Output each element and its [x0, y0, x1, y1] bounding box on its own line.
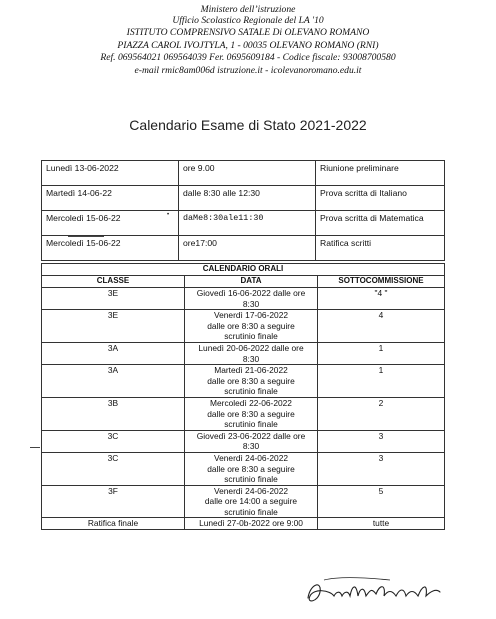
table-row: [42, 518, 445, 530]
sotto-cell: 4: [318, 310, 445, 343]
sotto-cell: 5: [318, 485, 445, 518]
data-cell: Giovedì 16-06-2022 dalle ore 8:30: [185, 288, 318, 310]
classe-cell: 3B: [42, 397, 185, 430]
table-row: [42, 186, 445, 211]
table-row: [42, 430, 445, 452]
classe-cell: 3C: [42, 430, 185, 452]
sotto-cell: "4 ": [318, 288, 445, 310]
column-header-classe: CLASSE: [42, 276, 185, 288]
header-email: e-mail rmic8am006d istruzione.it - icolevanoromano.edu.it: [134, 65, 362, 76]
classe-cell: 3F: [42, 485, 185, 518]
sotto-cell: tutte: [318, 518, 445, 530]
time-cell: ore 9.00: [179, 161, 316, 186]
underline-mark: [68, 236, 104, 237]
header-institute: ISTITUTO COMPRENSIVO SATALE Di OLEVANO ROMANO: [126, 27, 370, 38]
stray-mark: [30, 447, 40, 448]
written-exams-table: [41, 160, 445, 261]
table-row: [42, 485, 445, 518]
event-cell: Prova scritta di Italiano: [316, 186, 445, 211]
data-cell: Mercoledì 22-06-2022 dalle ore 8:30 a seguire scrutinio finale: [185, 397, 318, 430]
header-ministry: Ministero dell’istruzione: [200, 4, 296, 15]
table-row: [42, 211, 445, 236]
data-cell: Venerdì 24-06-2022 dalle ore 8:30 a seguire scrutinio finale: [185, 452, 318, 485]
day-cell: Mercoledì 15-06-22: [42, 211, 179, 236]
sotto-cell: 3: [318, 452, 445, 485]
table-row: [42, 365, 445, 398]
classe-cell: 3A: [42, 342, 185, 364]
day-cell: Martedì 14-06-22: [42, 186, 179, 211]
stray-mark: •: [167, 212, 170, 218]
data-cell: Giovedì 23-06-2022 dalle ore 8:30: [185, 430, 318, 452]
header-office: Ufficio Scolastico Regionale del LA '10: [172, 15, 324, 26]
classe-cell: 3C: [42, 452, 185, 485]
event-cell: Riunione preliminare: [316, 161, 445, 186]
time-cell: daMe8:30ale11:30: [179, 211, 316, 236]
header-address: PIAZZA CAROL IVOJTYLA, 1 - 00035 OLEVANO ROMANO (RNI): [117, 40, 379, 51]
data-cell: Lunedì 20-06-2022 dalle ore 8:30: [185, 342, 318, 364]
event-cell: Prova scritta di Matematica: [316, 211, 445, 236]
orals-heading: CALENDARIO ORALI: [42, 264, 445, 276]
data-cell: Venerdì 24-06-2022 dalle ore 14:00 a seguire scrutinio finale: [185, 485, 318, 518]
data-cell: Martedì 21-06-2022 dalle ore 8:30 a seguire scrutinio finale: [185, 365, 318, 398]
classe-cell: 3A: [42, 365, 185, 398]
data-cell: Lunedì 27-0b-2022 ore 9:00: [185, 518, 318, 530]
page-title: Calendario Esame di Stato 2021-2022: [129, 117, 367, 133]
header-phones: Ref. 069564021 069564039 Fer. 0695609184 - Codice fiscale: 93008700580: [100, 52, 396, 63]
table-row: [42, 161, 445, 186]
sotto-cell: 1: [318, 342, 445, 364]
table-row: [42, 342, 445, 364]
time-cell: ore17:00: [179, 236, 316, 261]
table-header-row: [42, 276, 445, 288]
table-row: [42, 310, 445, 343]
classe-cell: Ratifica finale: [42, 518, 185, 530]
event-cell: Ratifica scritti: [316, 236, 445, 261]
column-header-data: DATA: [185, 276, 318, 288]
table-row: [42, 452, 445, 485]
table-row: [42, 288, 445, 310]
data-cell: Venerdì 17-06-2022 dalle ore 8:30 a seguire scrutinio finale: [185, 310, 318, 343]
day-cell: Lunedì 13-06-2022: [42, 161, 179, 186]
column-header-sottocommissione: SOTTOCOMMISSIONE: [318, 276, 445, 288]
classe-cell: 3E: [42, 310, 185, 343]
classe-cell: 3E: [42, 288, 185, 310]
sotto-cell: 3: [318, 430, 445, 452]
oral-exams-table: [41, 263, 445, 530]
table-heading-row: [42, 264, 445, 276]
time-cell: dalle 8:30 alle 12:30: [179, 186, 316, 211]
signature-image: [300, 568, 450, 612]
table-row: [42, 236, 445, 261]
sotto-cell: 1: [318, 365, 445, 398]
day-cell: Mercoledì 15-06-22: [42, 236, 179, 261]
table-row: [42, 397, 445, 430]
sotto-cell: 2: [318, 397, 445, 430]
